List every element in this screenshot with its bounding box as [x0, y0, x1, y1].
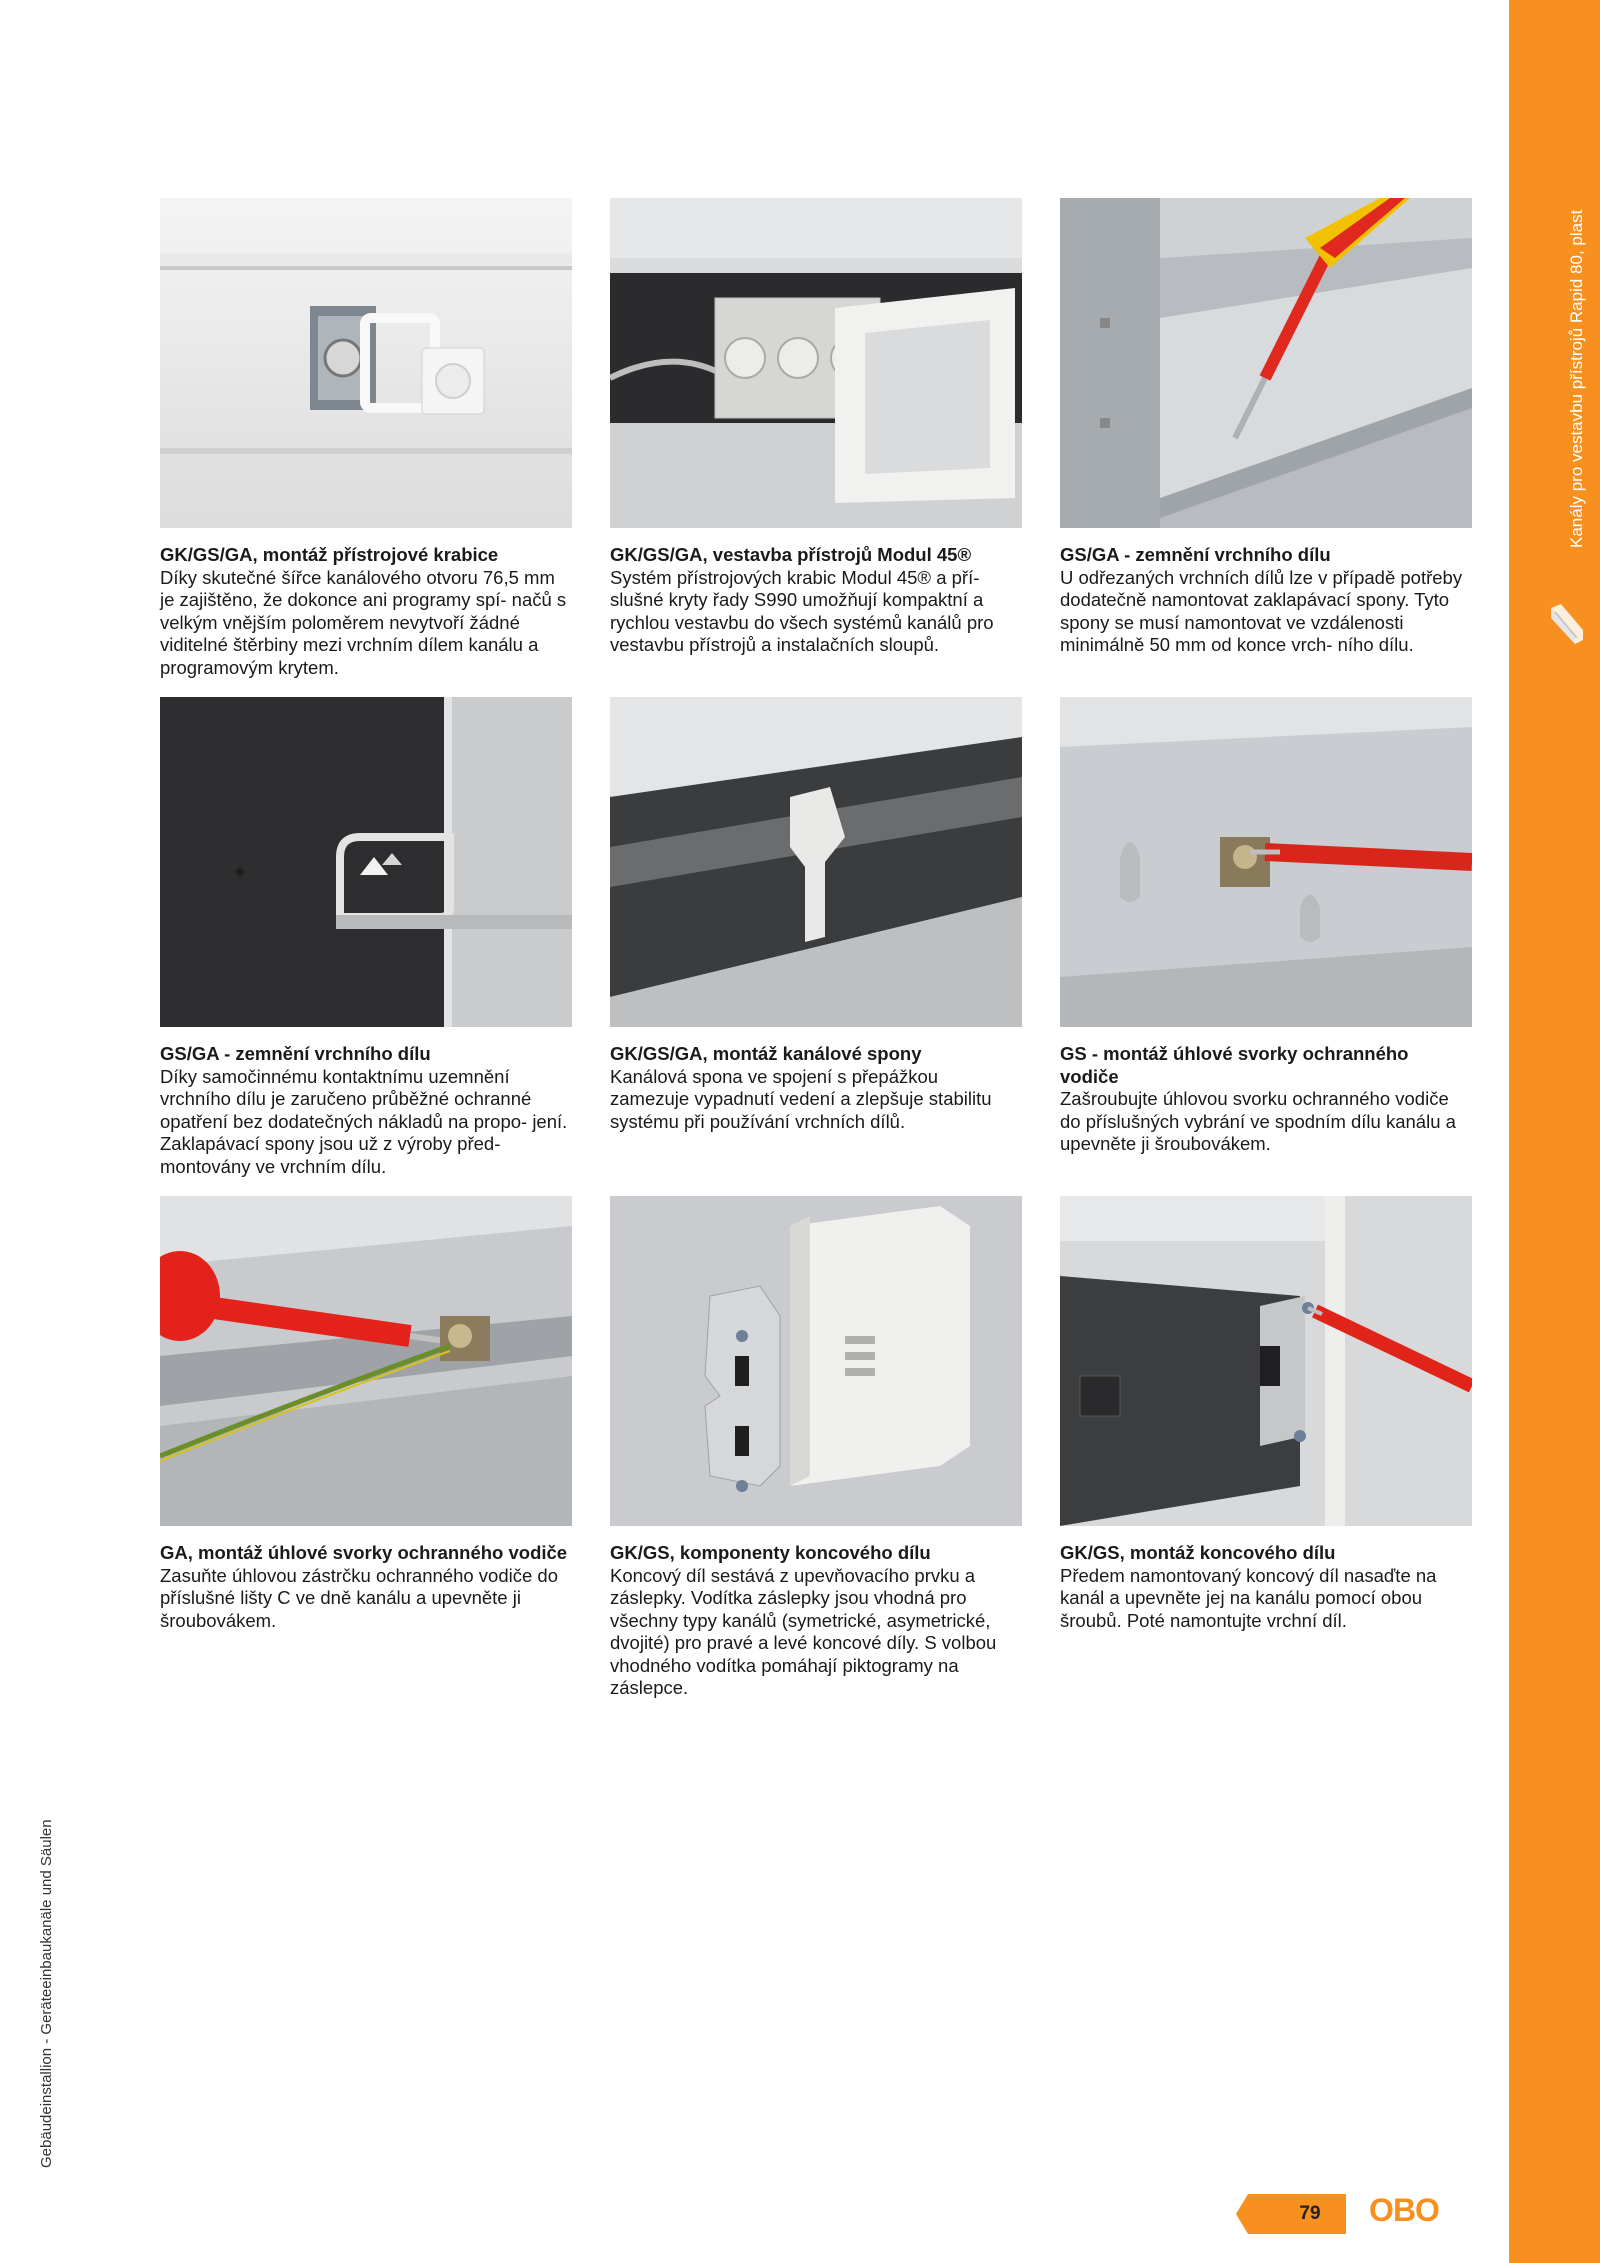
- card-title: GS/GA - zemnění vrchního dílu: [1060, 544, 1331, 565]
- card-title: GS - montáž úhlové svorky ochranného vodiče: [1060, 1043, 1409, 1087]
- card-title: GK/GS/GA, vestavba přístrojů Modul 45®: [610, 544, 972, 565]
- card-body: Zasuňte úhlovou zástrčku ochranného vodiče do příslušné lišty C ve dně kanálu a upevněte ji šroubovákem.: [160, 1564, 559, 1631]
- angle-terminal-photo: [1060, 697, 1472, 1027]
- c-rail-terminal-photo: [160, 1196, 572, 1526]
- card-title: GK/GS, komponenty koncového dílu: [610, 1542, 931, 1563]
- screwdriver-cover-photo: [1060, 198, 1472, 528]
- section-label: Gebäudeinstallion - Geräteeinbaukanäle und Säulen: [38, 1819, 55, 2168]
- card-5: [610, 697, 1022, 1133]
- chapter-title: Kanály pro vestavbu přístrojů Rapid 80, plast: [1567, 209, 1586, 548]
- card-body: Systém přístrojových krabic Modul 45® a pří- slušné kryty řady S990 umožňují kompaktní a rychlou vestavbu do všech systémů kanálů pro vestavbu přístrojů a instalačních sloupů.: [610, 566, 994, 655]
- cable-duct-icon: [1545, 600, 1589, 648]
- card-2: [610, 198, 1022, 657]
- card-body: Díky skutečné šířce kanálového otvoru 76,5 mm je zajištěno, že dokonce ani programy spí- načů s velkým vnějším poloměrem nevytvoří žádné viditelné štěrbiny mezi vrchním dílem kanálu a programovým krytem.: [160, 566, 567, 678]
- card-title: GK/GS, montáž koncového dílu: [1060, 1542, 1336, 1563]
- card-7: [160, 1196, 572, 1632]
- card-1: [160, 198, 572, 679]
- card-title: GA, montáž úhlové svorky ochranného vodiče: [160, 1542, 568, 1563]
- card-body: Koncový díl sestává z upevňovacího prvku a záslepky. Vodítka záslepky jsou vhodná pro všechny typy kanálů (symetrické, asymetrické, dvojité) pro pravé a levé koncové díly. S volbou vhodného vodítka pomáhají piktogramy na záslepce.: [610, 1564, 997, 1698]
- card-3: [1060, 198, 1472, 657]
- end-piece-components-photo: [610, 1196, 1022, 1526]
- card-body: U odřezaných vrchních dílů lze v případě potřeby dodatečně namontovat zaklapávací spony. Tyto spony se musí namontovat ve vzdálenosti minimálně 50 mm od konce vrch- ního dílu.: [1060, 566, 1463, 655]
- card-title: GK/GS/GA, montáž přístrojové krabice: [160, 544, 499, 565]
- obo-logo: OBO: [1369, 2192, 1439, 2228]
- card-body: Kanálová spona ve spojení s přepážkou zamezuje vypadnutí vedení a zlepšuje stabilitu systému při používání vrchních dílů.: [610, 1065, 992, 1132]
- end-piece-mounting-photo: [1060, 1196, 1472, 1526]
- card-body: Zašroubujte úhlovou svorku ochranného vodiče do příslušných vybrání ve spodním dílu kanálu a upevněte ji šroubovákem.: [1060, 1088, 1456, 1154]
- page-number: 79: [1299, 2203, 1321, 2224]
- card-body: Díky samočinnému kontaktnímu uzemnění vrchního dílu je zaručeno průběžné ochranné opatření bez dodatečných nákladů na propo- jení. Zaklapávací spony jsou už z výroby před- montovány ve vrchním dílu.: [160, 1065, 568, 1177]
- modul45-sockets-photo: [610, 198, 1022, 528]
- card-body: Předem namontovaný koncový díl nasaďte na kanál a upevněte jej na kanálu pomocí obou šroubů. Poté namontujte vrchní díl.: [1060, 1564, 1437, 1631]
- card-title: GS/GA - zemnění vrchního dílu: [160, 1043, 431, 1064]
- card-9: [1060, 1196, 1472, 1632]
- earthing-clip-photo: [160, 697, 572, 1027]
- card-8: [610, 1196, 1022, 1700]
- card-title: GK/GS/GA, montáž kanálové spony: [610, 1043, 922, 1064]
- card-4: [160, 697, 572, 1178]
- duct-clamp-photo: [610, 697, 1022, 1027]
- duct-socket-box-photo: [160, 198, 572, 528]
- card-6: [1060, 697, 1472, 1156]
